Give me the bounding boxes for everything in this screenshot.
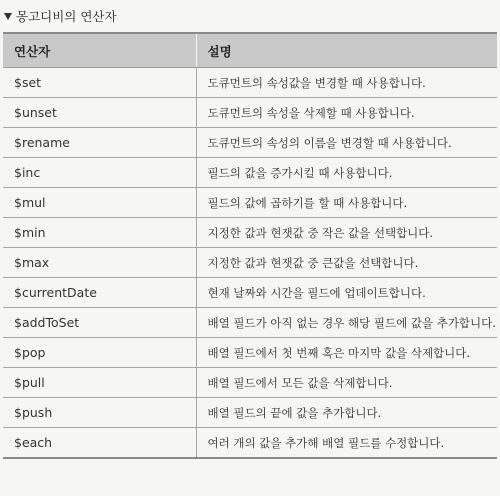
description-cell: 지정한 값과 현잿값 중 큰값을 선택합니다. (196, 248, 497, 278)
table-caption (4, 7, 117, 25)
description-cell: 도큐먼트의 속성의 이름을 변경할 때 사용합니다. (196, 128, 497, 158)
description-cell: 필드의 값에 곱하기를 할 때 사용합니다. (196, 188, 497, 218)
table-row (3, 188, 497, 218)
caret-down-icon (4, 13, 12, 20)
table-row (3, 308, 497, 338)
operator-cell: $min (3, 218, 196, 248)
column-header-description: 설명 (196, 33, 497, 68)
caption-text: 몽고디비의 연산자 (16, 9, 117, 24)
operator-cell: $unset (3, 98, 196, 128)
column-header-operator: 연산자 (3, 33, 196, 68)
table-row (3, 158, 497, 188)
operator-cell: $pull (3, 368, 196, 398)
operator-cell: $mul (3, 188, 196, 218)
description-cell: 배열 필드에서 모든 값을 삭제합니다. (196, 368, 497, 398)
description-cell: 도큐먼트의 속성값을 변경할 때 사용합니다. (196, 68, 497, 98)
table-row (3, 128, 497, 158)
table-header-row (3, 33, 497, 68)
operator-cell: $max (3, 248, 196, 278)
operator-cell: $rename (3, 128, 196, 158)
operator-cell: $currentDate (3, 278, 196, 308)
operator-cell: $addToSet (3, 308, 196, 338)
description-cell: 필드의 값을 증가시킬 때 사용합니다. (196, 158, 497, 188)
table-row (3, 398, 497, 428)
description-cell: 배열 필드의 끝에 값을 추가합니다. (196, 398, 497, 428)
table-row (3, 218, 497, 248)
operator-cell: $inc (3, 158, 196, 188)
description-cell: 여러 개의 값을 추가해 배열 필드를 수정합니다. (196, 428, 497, 459)
table-row (3, 278, 497, 308)
table-row (3, 68, 497, 98)
table-row (3, 248, 497, 278)
operator-cell: $push (3, 398, 196, 428)
operators-table (3, 32, 497, 459)
table-row (3, 338, 497, 368)
description-cell: 배열 필드가 아직 없는 경우 해당 필드에 값을 추가합니다. (196, 308, 497, 338)
description-cell: 지정한 값과 현잿값 중 작은 값을 선택합니다. (196, 218, 497, 248)
operator-cell: $each (3, 428, 196, 459)
description-cell: 도큐먼트의 속성을 삭제할 때 사용합니다. (196, 98, 497, 128)
table-row (3, 368, 497, 398)
operator-cell: $pop (3, 338, 196, 368)
operator-cell: $set (3, 68, 196, 98)
table-row (3, 428, 497, 459)
table-row (3, 98, 497, 128)
description-cell: 현재 날짜와 시간을 필드에 업데이트합니다. (196, 278, 497, 308)
description-cell: 배열 필드에서 첫 번째 혹은 마지막 값을 삭제합니다. (196, 338, 497, 368)
